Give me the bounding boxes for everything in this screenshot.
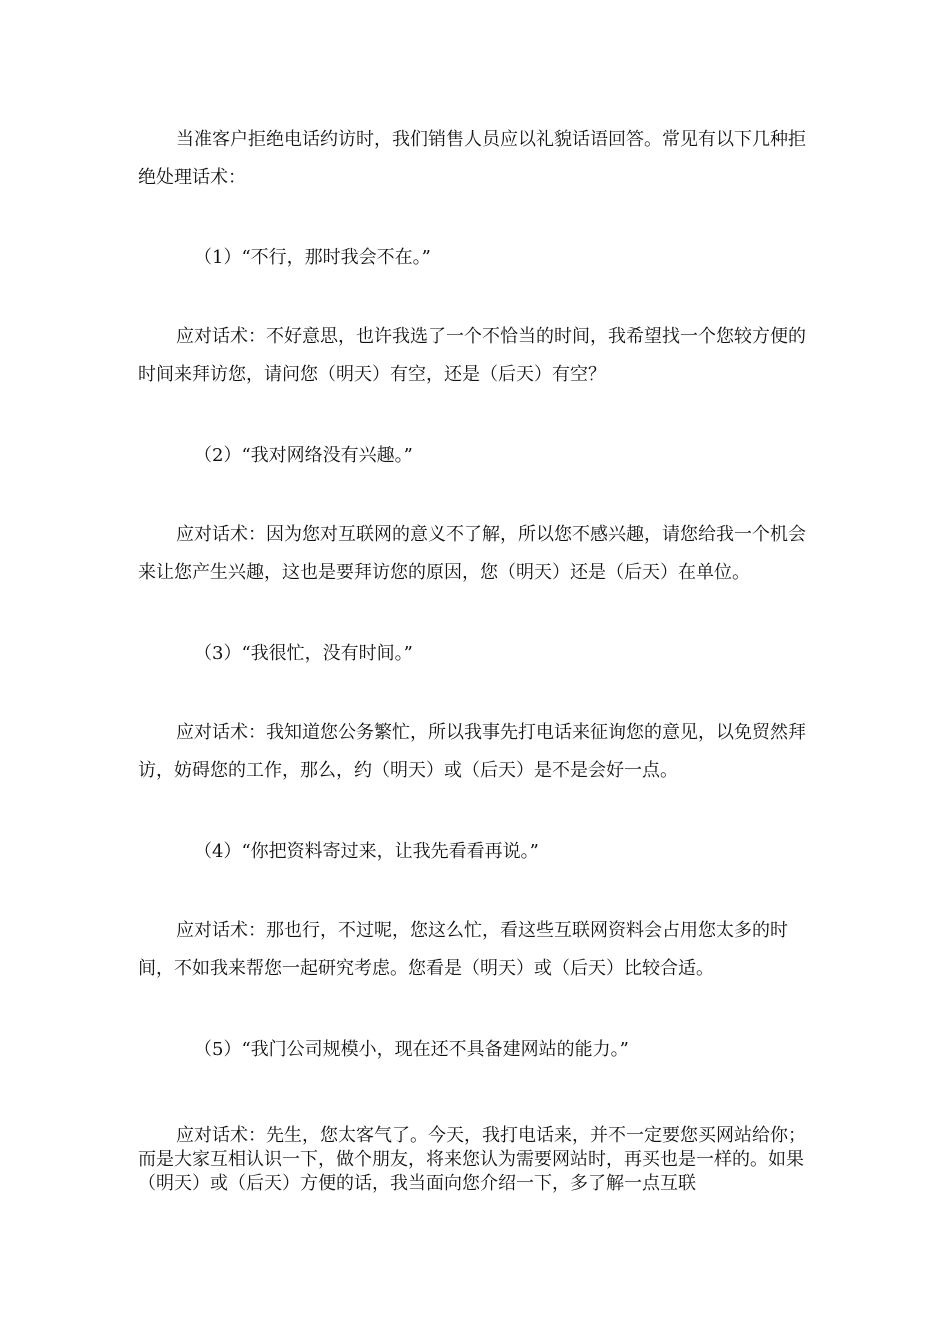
- objection-4: （4）“你把资料寄过来，让我先看看再说。”: [194, 841, 539, 862]
- response-1: 应对话术：不好意思，也许我选了一个不恰当的时间，我希望找一个您较方便的时间来拜访您，请问您（明天）有空，还是（后天）有空？: [138, 326, 806, 385]
- response-5: 应对话术：先生，您太客气了。今天，我打电话来，并不一定要您买网站给你；而是大家互相认识一下，做个朋友，将来您认为需要网站时，再买也是一样的。如果（明天）或（后天）方便的话，我当面向您介绍一下，多了解一点互联: [138, 1125, 806, 1194]
- objection-2: （2）“我对网络没有兴趣。”: [194, 445, 413, 466]
- response-2: 应对话术：因为您对互联网的意义不了解，所以您不感兴趣，请您给我一个机会来让您产生兴趣，这也是要拜访您的原因，您（明天）还是（后天）在单位。: [138, 524, 806, 583]
- intro-paragraph: 当准客户拒绝电话约访时，我们销售人员应以礼貌话语回答。常见有以下几种拒绝处理话术：: [138, 129, 806, 188]
- response-3: 应对话术：我知道您公务繁忙，所以我事先打电话来征询您的意见，以免贸然拜访，妨碍您的工作，那么，约（明天）或（后天）是不是会好一点。: [138, 722, 806, 781]
- objection-5: （5）“我门公司规模小，现在还不具备建网站的能力。”: [194, 1039, 629, 1060]
- objection-1: （1）“不行，那时我会不在。”: [194, 247, 431, 268]
- response-4: 应对话术：那也行，不过呢，您这么忙，看这些互联网资料会占用您太多的时间，不如我来帮您一起研究考虑。您看是（明天）或（后天）比较合适。: [138, 920, 788, 979]
- objection-3: （3）“我很忙，没有时间。”: [194, 643, 413, 664]
